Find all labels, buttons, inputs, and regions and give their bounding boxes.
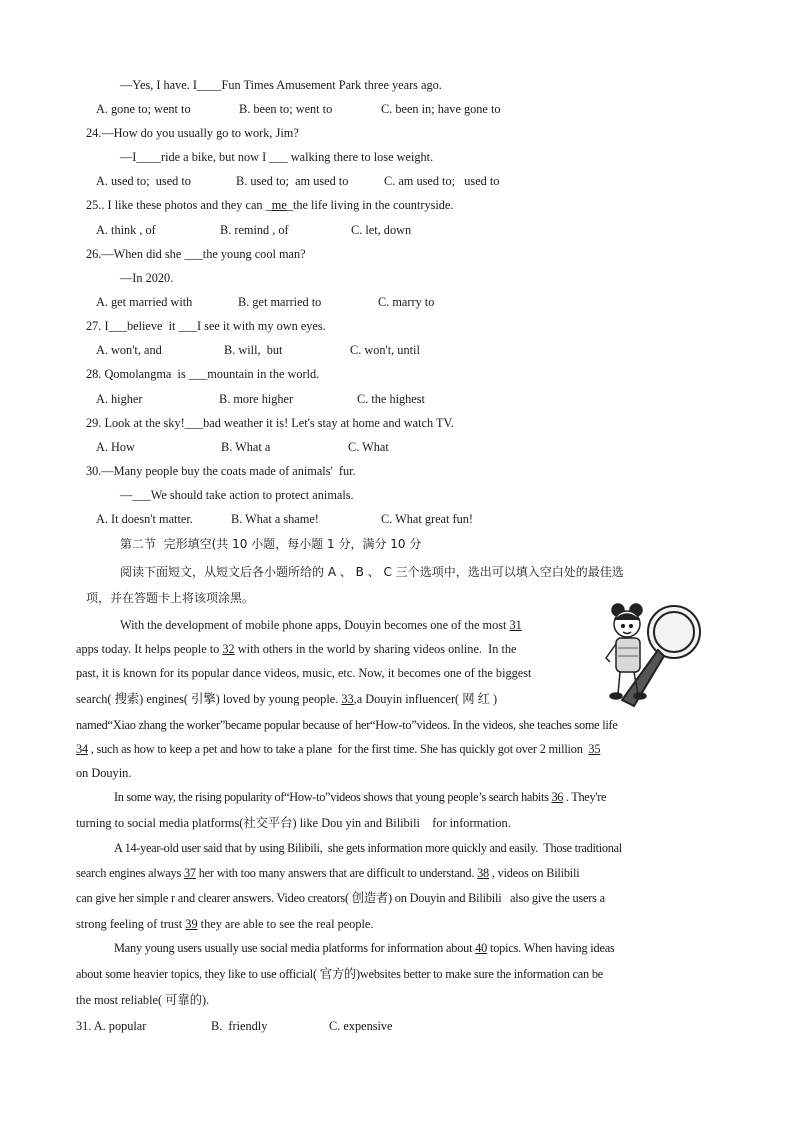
q27-option-a: A. won't, and [96,343,162,357]
blank-34: 34 [76,742,88,756]
section-instruction-line1: 阅读下面短文，从短文后各小题所给的 A 、 B 、 C 三个选项中，选出可以填入空白处的最佳选 [120,565,624,579]
q28-option-b: B. more higher [219,392,294,406]
q31-option-c: C. expensive [329,1019,393,1033]
q24-answer-line: —I____ride a bike, but now I ___ walking there to lose weight. [120,150,434,164]
blank-35: 35 [588,742,601,756]
q30-answer-line: —___We should take action to protect animals. [120,488,354,502]
passage-line: on Douyin. [76,766,132,780]
blank-33: 33 [341,692,354,706]
blank-36: 36 [551,790,564,804]
q30-option-b: B. What a shame! [231,512,319,526]
q30-option-a: A. It doesn't matter. [96,512,193,526]
passage-line: the most reliable( 可靠的). [76,993,210,1007]
q26-option-c: C. marry to [378,295,435,309]
q28-option-a: A. higher [96,392,143,406]
q29-option-a: A. How [96,440,135,454]
section-title: 第二节 完形填空(共 10 小题，每小题 1 分，满分 10 分 [120,537,422,551]
q31-option-a: 31. A. popular [76,1019,147,1033]
q24-option-b: B. used to; am used to [236,174,349,188]
q23-option-a: A. gone to; went to [96,102,191,116]
passage-line: apps today. It helps people to 32 with others in the world by sharing videos online. In the [76,642,517,656]
q24-option-c: C. am used to; used to [384,174,500,188]
passage-line: search engines always 37 her with too many answers that are difficult to understand. 38 , videos on Bilibili [76,866,580,880]
passage-line: named“Xiao zhang the worker”became popular because of her“How-to”videos. In the videos, she teaches some life [76,718,618,732]
q30-option-c: C. What great fun! [381,512,473,526]
q27-option-c: C. won't, until [350,343,420,357]
blank-32: 32 [222,642,235,656]
passage-line: past, it is known for its popular dance videos, music, etc. Now, it becomes one of the biggest [76,666,532,680]
q26-option-a: A. get married with [96,295,193,309]
q26-option-b: B. get married to [238,295,322,309]
passage-line: search( 搜索) engines( 引擎) loved by young people. 33,a Douyin influencer( 网 红 ) [76,692,498,706]
q23-option-c: C. been in; have gone to [381,102,501,116]
q31-option-b: B. friendly [211,1019,268,1033]
blank-31: 31 [509,618,522,632]
q25-option-c: C. let, down [351,223,412,237]
q27-stem: 27. I___believe it ___I see it with my own eyes. [86,319,326,333]
passage-line: 34 , such as how to keep a pet and how to take a plane for the first time. She has quickly got over 2 million 35 [76,742,601,756]
passage-line: can give her simple r and clearer answers. Video creators( 创造者) on Douyin and Bilibili also give the users a [76,891,605,905]
blank-40: 40 [475,941,488,955]
section-instruction-line2: 项，并在答题卡上将该项涂黑。 [86,591,255,605]
q24-option-a: A. used to; used to [96,174,191,188]
q28-stem: 28. Qomolangma is ___mountain in the world. [86,367,320,381]
passage-line: Many young users usually use social media platforms for information about 40 topics. When having ideas [114,941,615,955]
q23-option-b: B. been to; went to [239,102,333,116]
q29-stem: 29. Look at the sky!___bad weather it is! Let's stay at home and watch TV. [86,416,454,430]
q23-answer-line: —Yes, I have. I____Fun Times Amusement Park three years ago. [120,78,442,92]
q29-option-c: C. What [348,440,389,454]
q25-stem: 25.. I like these photos and they can _me_the life living in the countryside. [86,198,454,212]
magnifier-girl-illustration [600,602,712,708]
blank-38: 38 [477,866,490,880]
q28-option-c: C. the highest [357,392,425,406]
q25-option-b: B. remind , of [220,223,289,237]
q26-answer-line: —In 2020. [120,271,174,285]
passage-line: With the development of mobile phone apps, Douyin becomes one of the most 31 [120,618,522,632]
q24-stem: 24.—How do you usually go to work, Jim? [86,126,299,140]
blank-39: 39 [185,917,198,931]
passage-line: strong feeling of trust 39 they are able to see the real people. [76,917,374,931]
blank-37: 37 [183,866,196,880]
passage-line: turning to social media platforms(社交平台) like Dou yin and Bilibili for information. [76,816,511,830]
passage-line: about some heavier topics, they like to use official( 官方的)websites better to make sure the information can be [76,967,604,981]
q29-option-b: B. What a [221,440,271,454]
passage-line: In some way, the rising popularity of“How-to”videos shows that young people’s search habits 36 . They're [114,790,607,804]
q30-stem: 30.—Many people buy the coats made of animals' fur. [86,464,356,478]
q26-stem: 26.—When did she ___the young cool man? [86,247,306,261]
passage-line: A 14-year-old user said that by using Bilibili, she gets information more quickly and easily. Those traditional [114,841,622,855]
q27-option-b: B. will, but [224,343,283,357]
q25-option-a: A. think , of [96,223,156,237]
